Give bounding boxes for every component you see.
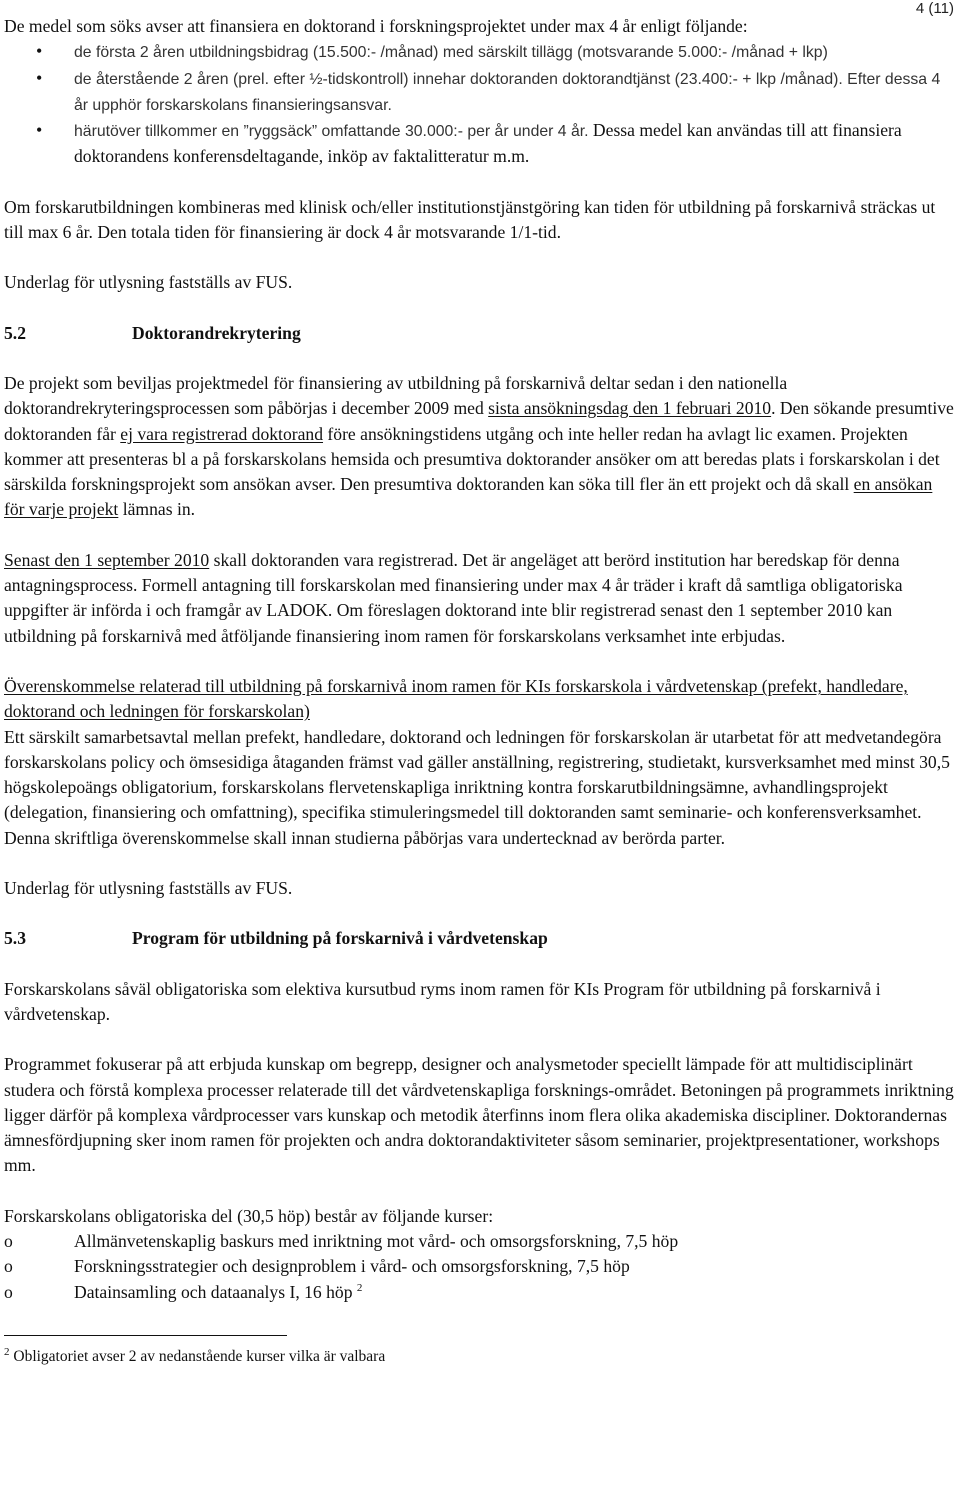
page-content — [4, 14, 954, 1369]
text-run: före ansökningstidens utgång och inte heller redan ha avlagt lic examen. Projekten kommer att presenteras bl a på forskarskolans hemsida och presumtiva doktorander ansöker om att beredas plats i forskarskolan i det särskilda forskningsprojekt som ansökan avser. Den presumtiva doktoranden kan söka till fler än ett projekt och då skall — [4, 423, 940, 495]
footnote-separator — [4, 1335, 287, 1336]
footnote-reference: 2 — [356, 1281, 363, 1294]
bullet-text: härutöver tillkommer en ”ryggsäck” omfattande 30.000:- per år under 4 år. — [74, 123, 589, 141]
not-registered-underlined: ej vara registrerad doktorand — [120, 423, 324, 444]
course-text: Datainsamling och dataanalys I, 16 höp — [74, 1281, 353, 1302]
footnote — [4, 1344, 954, 1369]
course-list — [4, 1229, 954, 1305]
registration-date-underlined: Senast den 1 september 2010 — [4, 549, 210, 570]
course-item — [4, 1280, 954, 1305]
funding-bullet-list — [4, 39, 954, 169]
one-application-underlined: en ansökan för varje projekt — [4, 474, 933, 520]
bullet-text-continued: Dessa medel kan användas till att finansiera doktorandens konferensdeltagande, inköp av faktalitteratur m.m. — [74, 120, 902, 167]
courses-intro: Forskarskolans obligatoriska del (30,5 höp) består av följande kurser: — [4, 1205, 494, 1226]
text-run: lämnas in. — [118, 499, 196, 520]
course-item: o Allmänvetenskaplig baskurs med inriktning mot vård- och omsorgsforskning, 7,5 höp — [4, 1229, 954, 1254]
text-run: . Den sökande presumtive doktoranden får — [4, 398, 954, 444]
section-title: Program för utbildning på forskarnivå i vårdvetenskap — [132, 928, 548, 949]
recruitment-paragraph — [4, 371, 954, 523]
section-heading-5-3 — [4, 926, 954, 951]
page-number: 4 (11) — [915, 0, 954, 17]
registration-deadline-paragraph — [4, 548, 954, 649]
text-run: De projekt som beviljas projektmedel för finansiering av utbildning på forskarnivå deltar sedan i den nationella doktorandrekryteringsprocessen som påbörjas i december 2009 med — [4, 372, 788, 419]
fus-note: Underlag för utlysning fastställs av FUS. — [4, 878, 293, 899]
funding-bullet — [4, 118, 954, 170]
application-deadline-underlined: sista ansökningsdag den 1 februari 2010 — [488, 398, 772, 419]
fus-note: Underlag för utlysning fastställs av FUS. — [4, 272, 293, 293]
program-paragraph-1: Forskarskolans såväl obligatoriska som elektiva kursutbud ryms inom ramen för KIs Program för utbildning på forskarnivå i vårdvetenskap. — [4, 978, 881, 1024]
program-paragraph-2: Programmet fokuserar på att erbjuda kunskap om begrepp, designer och analysmetoder speciellt lämpade för att multidisciplinärt studera och förstå komplexa processer relaterade till det vårdvetenskapliga forsknings-området. Betoningen på programmets inriktning ligger därför på komplexa vårdprocesser vars kunskap och metodik återfinns inom flera olika akademiska discipliner. Doktorandernas ämnesfördjupning sker inom ramen för projekten och andra doktorandaktiviteter såsom seminarier, projektpresentationer, workshops mm. — [4, 1054, 954, 1176]
section-number: 5.3 — [4, 928, 26, 949]
combined-training-paragraph: Om forskarutbildningen kombineras med klinisk och/eller institutionstjänstgöring kan tiden för utbildning på forskarnivå sträckas ut till max 6 år. Den totala tiden för finansiering är dock 4 år motsvarande 1/1-tid. — [4, 196, 936, 243]
funding-bullet — [4, 66, 954, 119]
section-title: Doktorandrekrytering — [132, 322, 301, 343]
bullet-text: de återstående 2 åren (prel. efter ½-tidskontroll) innehar doktoranden doktorandtjänst (23.400:- + lkp /månad). Efter dessa 4 år upphör forskarskolans finansieringsansvar. — [74, 70, 941, 114]
bullet-text: de första 2 åren utbildningsbidrag (15.500:- /månad) med särskilt tillägg (motsvarande 5.000:- /månad + lkp) — [74, 44, 828, 62]
funding-bullet — [4, 39, 954, 65]
agreement-paragraph: Ett särskilt samarbetsavtal mellan prefekt, handledare, doktorand och ledningen för forskarskolan är utarbetat för att medvetandegöra forskarskolans policy och ömsesidiga åtaganden främst vad gäller anställning, registrering, studietakt, kursverksamhet med minst 30,5 högskolepoängs obligatorium, forskarskolans flervetenskapliga inriktning kontra forskarutbildningsämne, avhandlingsprojekt (delegation, finansiering och omfattning), specifika stimuleringsmedel till doktoranden samt seminarie- och konferensverksamhet. Denna skriftliga överenskommelse skall innan studierna påbörjas vara undertecknad av berörda parter. — [4, 726, 950, 848]
section-number: 5.2 — [4, 322, 26, 343]
footnote-text: Obligatoriet avser 2 av nedanstående kurser vilka är valbara — [9, 1347, 386, 1365]
text-run: skall doktoranden vara registrerad. Det är angeläget att berörd institution har beredskap för denna antagningsprocess. Formell antagning till forskarskolan med finansiering under max 4 år träder i kraft då samtliga obligatoriska uppgifter är införda i och framgår av LADOK. Om föreslagen doktorand inte blir registrerad senast den 1 september 2010 kan utbildning på forskarnivå med åtföljande finansiering inom ramen för forskarskolans verksamhet inte erbjudas. — [4, 549, 903, 646]
section-heading-5-2 — [4, 321, 954, 346]
agreement-heading: Överenskommelse relaterad till utbildning på forskarnivå inom ramen för KIs forskarskola i vårdvetenskap (prefekt, handledare, doktorand och ledningen för forskarskolan) — [4, 675, 908, 722]
course-item: o Forskningsstrategier och designproblem i vård- och omsorgsforskning, 7,5 höp — [4, 1254, 954, 1279]
intro-paragraph: De medel som söks avser att finansiera en doktorand i forskningsprojektet under max 4 år enligt följande: — [4, 16, 748, 36]
footnote-mark: 2 — [4, 1345, 10, 1358]
